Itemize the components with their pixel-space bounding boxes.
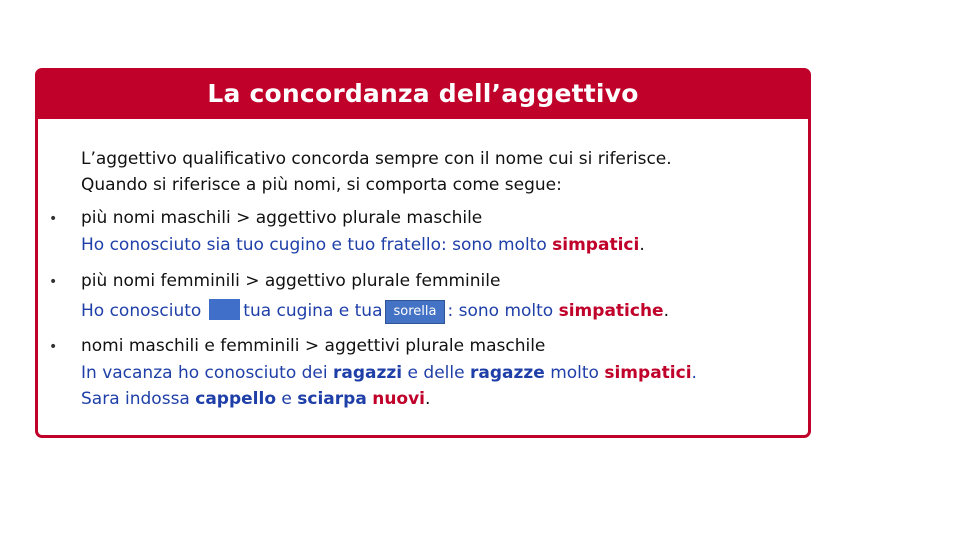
- rule-2-adjective: simpatiche: [558, 301, 664, 321]
- rule-3-adjective-2: nuovi: [372, 389, 426, 409]
- card-header: [38, 71, 808, 119]
- bullet-2: •: [49, 274, 58, 290]
- rule-2-period: .: [663, 301, 669, 321]
- noun-ragazzi: ragazzi: [333, 363, 403, 383]
- rule-1-example: [81, 235, 645, 255]
- rule-2-heading: più nomi femminili > aggettivo plurale femminile: [81, 271, 501, 291]
- rule-2-example-middle: tua cugina e tua: [243, 301, 383, 321]
- answer-tag-sorella[interactable]: sorella: [385, 300, 446, 324]
- rule-1-adjective: simpatici: [552, 235, 640, 255]
- intro-line-1: L’aggettivo qualificativo concorda sempre con il nome cui si riferisce.: [81, 149, 672, 169]
- rule-3-ex2-text-a: Sara indossa: [81, 389, 196, 409]
- rule-3-heading: nomi maschili e femminili > aggettivi plurale maschile: [81, 336, 546, 356]
- rule-card: [35, 68, 811, 438]
- noun-cappello: cappello: [195, 389, 276, 409]
- rule-3-ex1-text-e: molto: [544, 363, 605, 383]
- rule-3-example-2: [81, 389, 430, 409]
- rule-3-ex2-period: .: [425, 389, 431, 409]
- rule-3-ex1-text-c: e delle: [402, 363, 470, 383]
- noun-ragazze: ragazze: [469, 363, 545, 383]
- rule-1-example-text: Ho conosciuto sia tuo cugino e tuo fratello: sono molto: [81, 235, 553, 255]
- rule-3-ex2-text-c: e: [276, 389, 298, 409]
- rule-1-period: .: [639, 235, 645, 255]
- rule-3-ex1-period: .: [691, 363, 697, 383]
- page-title: La concordanza dell’aggettivo: [207, 79, 639, 108]
- rule-3-example-1: [81, 363, 697, 383]
- rule-2-example: [81, 299, 669, 324]
- rule-1-heading: più nomi maschili > aggettivo plurale maschile: [81, 208, 483, 228]
- bullet-3: •: [49, 339, 58, 355]
- rule-3-ex1-text-a: In vacanza ho conosciuto dei: [81, 363, 334, 383]
- noun-sciarpa: sciarpa: [297, 389, 367, 409]
- rule-2-example-start: Ho conosciuto: [81, 301, 202, 321]
- intro-line-2: Quando si riferisce a più nomi, si comporta come segue:: [81, 175, 562, 195]
- blank-box[interactable]: [209, 299, 240, 320]
- rule-3-adjective-1: simpatici: [604, 363, 692, 383]
- bullet-1: •: [49, 211, 58, 227]
- rule-2-example-end: : sono molto: [447, 301, 559, 321]
